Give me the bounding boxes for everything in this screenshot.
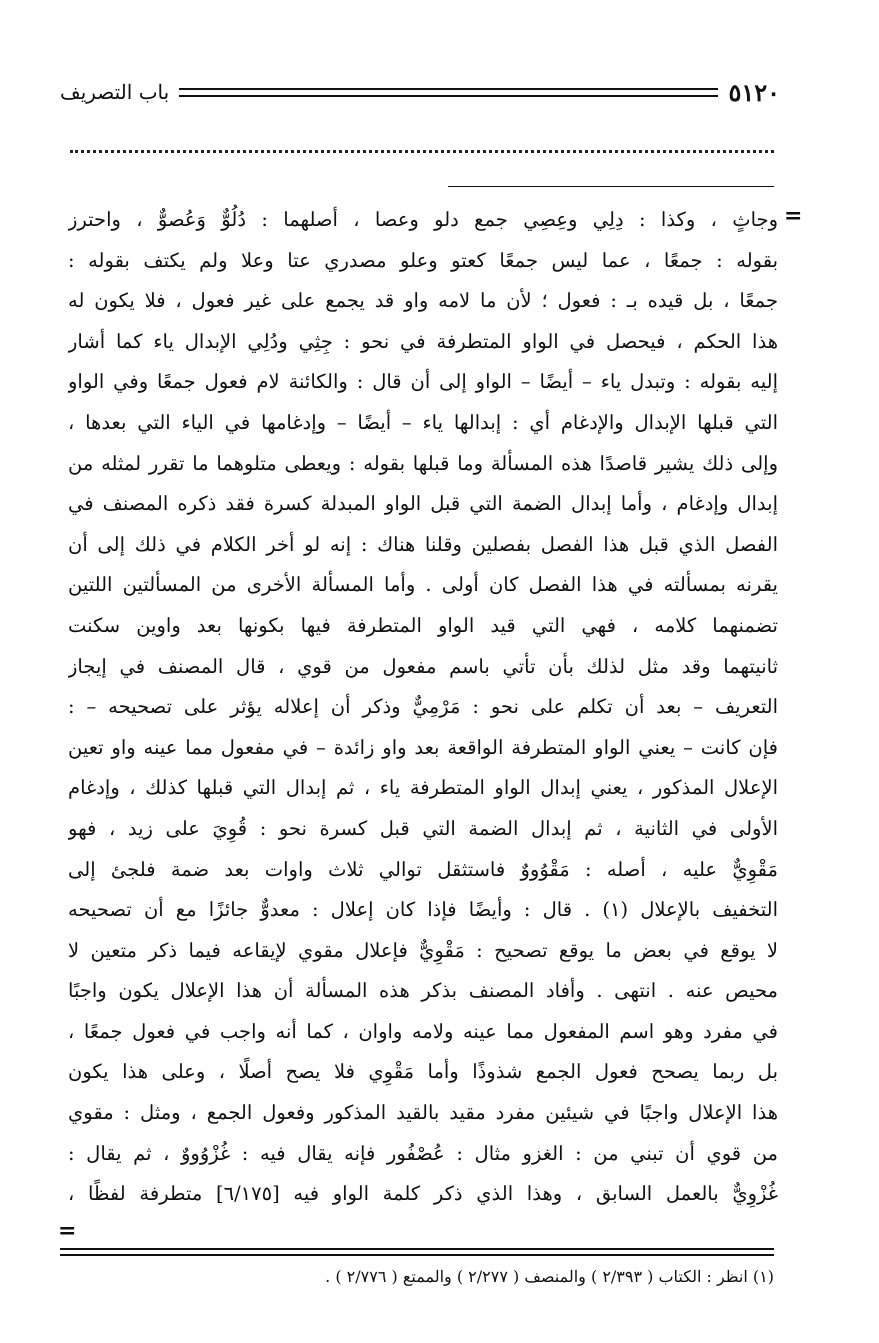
body-text bbox=[68, 200, 778, 1215]
text-line: مَقْوِيٌّ عليه ، أصله : مَقْوُووٌ فاستثقل توالي ثلاث واوات بعد ضمة فلجئ إلى bbox=[68, 857, 778, 881]
text-line: يقرنه بمسألته في هذا الفصل كان أولى . وأما المسألة الأخرى من المسألتين اللتين bbox=[68, 573, 778, 597]
text-line: إبدال وإدغام ، وأما إبدال الضمة التي قبل الواو المبدلة كسرة فقد ذكره المصنف في bbox=[68, 492, 778, 516]
header-double-rule bbox=[179, 88, 718, 97]
text-line: التخفيف بالإعلال (١) . قال : وأيضًا فإذا كان إعلال : معدوٌّ جائزًا مع أن تصحيحه bbox=[68, 898, 778, 922]
text-line: من قوي أن تبني من : الغزو مثال : عُصْفُور فإنه يقال فيه : غُزْوُووٌ ، ثم يقال : bbox=[68, 1141, 778, 1165]
text-line: إليه بقوله : وتبدل ياء – أيضًا – الواو إلى أن قال : والكائنة لام فعول جمعًا وفي الواو bbox=[68, 370, 778, 394]
text-line: جمعًا ، بل قيده بـ : فعول ؛ لأن ما لامه واو قد يجمع على غير فعول ، فلا يكون له bbox=[68, 289, 778, 313]
text-line: محيص عنه . انتهى . وأفاد المصنف بذكر هذه المسألة أن هذا الإعلال يكون واجبًا bbox=[68, 979, 778, 1003]
text-line: الأولى في الثانية ، ثم إبدال الضمة التي قبل كسرة نحو : قُوِيَ على زيد ، فهو bbox=[68, 816, 778, 840]
text-line: التي قبلها الإبدال والإدغام أي : إبدالها ياء – أيضًا – وإدغامها في الياء التي بعدها ، bbox=[68, 410, 778, 434]
text-line: فإن كانت – يعني الواو المتطرفة الواقعة بعد واو زائدة – في مفعول مما عينه واو تعين bbox=[68, 735, 778, 759]
page-number: ٥١٢٠ bbox=[728, 77, 780, 107]
section-title: باب التصريف bbox=[60, 80, 170, 104]
text-line: الفصل الذي قبل هذا الفصل بفصلين وقلنا هناك : إنه لو أخر الكلام في ذلك إلى أن bbox=[68, 532, 778, 556]
short-rule bbox=[448, 186, 774, 187]
text-line: في مفرد وهو اسم المفعول مما عينه ولامه واوان ، كما أنه واجب في فعول جمعًا ، bbox=[68, 1019, 778, 1043]
text-line: غُزْوِيٌّ بالعمل السابق ، وهذا الذي ذكر كلمة الواو فيه [٦/١٧٥] متطرفة لفظًا ، bbox=[68, 1182, 778, 1206]
continuation-end-marker: = bbox=[58, 1218, 77, 1244]
text-line: لا يوقع في بعض ما يوقع تصحيح : مَقْوِيٌّ فإعلال مقوي لإيقاعه فيما ذكر متعين لا bbox=[68, 938, 778, 962]
text-line: هذا الإعلال واجبًا في شيئين مفرد مقيد بالقيد المذكور وفعول الجمع ، ومثل : مقوي bbox=[68, 1101, 778, 1125]
text-line: الإعلال المذكور ، يعني إبدال الواو المتطرفة ياء ، ثم إبدال التي قبلها كذلك ، وإدغام bbox=[68, 776, 778, 800]
page-header bbox=[60, 72, 780, 112]
text-line: بل ربما يصحح فعول الجمع شذوذًا وأما مَقْوِي فلا يصح أصلًا ، وعلى هذا يكون bbox=[68, 1060, 778, 1084]
text-line: ثانيتهما وقد مثل لذلك بأن تأتي باسم مفعول من قوي ، قال المصنف في إيجاز bbox=[68, 654, 778, 678]
text-line: وجاثٍ ، وكذا : دِلِي وعِصِي جمع دلو وعصا ، أصلهما : دُلُوٌّ وَعُصوٌّ ، واحترز bbox=[68, 208, 778, 231]
continuation-start-marker: = bbox=[784, 203, 803, 229]
text-line: هذا الحكم ، فيحصل في الواو المتطرفة في نحو : جِثِي ودُلِي الإبدال ياء كما أشار bbox=[68, 329, 778, 353]
text-line: تضمنهما كلامه ، فهي التي قيد الواو المتطرفة فيها بكونها بعد واوين سكنت bbox=[68, 613, 778, 637]
dotted-separator bbox=[70, 150, 774, 153]
footnote-rule bbox=[60, 1248, 774, 1256]
footnote: (١) انظر : الكتاب ( ٢/٣٩٣ ) والمنصف ( ٢/٢٧٧ ) والممتع ( ٢/٧٧٦ ) . bbox=[325, 1267, 774, 1286]
text-line: وإلى ذلك يشير قاصدًا هذه المسألة وما قبلها بقوله : ويعطى متلوهما ما تقرر لمثله من bbox=[68, 451, 778, 475]
text-line: بقوله : جمعًا ، عما ليس جمعًا كعتو وعلو مصدري عتا وعلا ولم يكتف بقوله : bbox=[68, 248, 778, 272]
text-line: التعريف – بعد أن تكلم على نحو : مَرْمِيٌّ وذكر أن إعلاله يؤثر على تصحيحه – : bbox=[68, 695, 778, 719]
